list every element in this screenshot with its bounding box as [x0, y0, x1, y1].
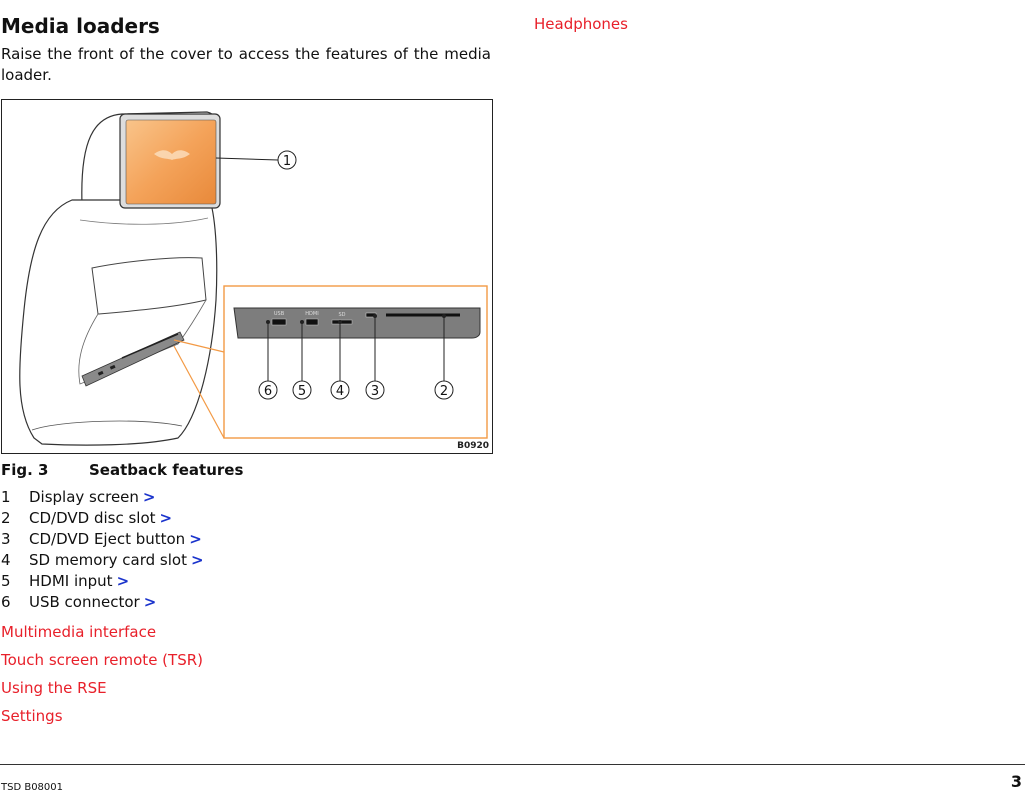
eject-button-arrow-link[interactable]: > [189, 530, 202, 548]
feature-list [1, 487, 204, 613]
list-item [1, 529, 204, 550]
page-number: 3 [1010, 772, 1022, 791]
list-item-label: HDMI input [29, 572, 113, 590]
link-settings[interactable]: Settings [1, 707, 63, 725]
list-item-label: CD/DVD disc slot [29, 509, 156, 527]
footer-divider [0, 764, 1025, 765]
seat-back [20, 200, 217, 445]
figure-title: Seatback features [89, 461, 244, 479]
link-using-the-rse[interactable]: Using the RSE [1, 679, 107, 697]
list-item-number: 1 [1, 488, 11, 506]
display-screen-arrow-link[interactable]: > [142, 488, 156, 506]
display-screen [126, 120, 216, 204]
list-item-number: 5 [1, 572, 11, 590]
list-item-label: Display screen [29, 488, 139, 506]
related-links [1, 618, 203, 730]
list-item-number: 4 [1, 551, 11, 569]
list-item [1, 550, 204, 571]
list-item [1, 508, 204, 529]
page-title: Media loaders [1, 14, 160, 38]
link-touch-screen-remote[interactable]: Touch screen remote (TSR) [1, 651, 203, 669]
list-item-label: USB connector [29, 593, 140, 611]
callout-6: 6 [263, 384, 273, 399]
list-item-number: 6 [1, 593, 11, 611]
figure-number: Fig. 3 [1, 461, 49, 479]
figure-caption [1, 461, 243, 479]
link-multimedia-interface[interactable]: Multimedia interface [1, 623, 157, 641]
port-label-usb: USB [273, 311, 285, 317]
list-item [1, 571, 204, 592]
list-item [1, 592, 204, 613]
callout-4: 4 [335, 384, 345, 399]
document-id: TSD B08001 [1, 782, 64, 792]
usb-port [272, 319, 286, 325]
port-label-hdmi: HDMI [305, 311, 319, 317]
usb-connector-arrow-link[interactable]: > [143, 593, 157, 611]
sd-card-arrow-link[interactable]: > [190, 551, 204, 569]
media-loader-detail [234, 308, 480, 338]
callout-3: 3 [370, 384, 380, 399]
list-item-label: SD memory card slot [29, 551, 187, 569]
link-headphones[interactable]: Headphones [534, 15, 628, 33]
hdmi-input-arrow-link[interactable]: > [116, 572, 130, 590]
list-item [1, 487, 204, 508]
list-item-label: CD/DVD Eject button [29, 530, 186, 548]
disc-slot-arrow-link[interactable]: > [159, 509, 173, 527]
callout-2: 2 [439, 384, 449, 399]
figure-code: B0920 [457, 441, 489, 451]
port-label-sd: SD [338, 312, 346, 318]
callout-1: 1 [282, 154, 292, 169]
callout-5: 5 [297, 384, 307, 399]
seatback-figure [1, 99, 493, 454]
intro-paragraph: Raise the front of the cover to access the features of the media loader. [1, 45, 491, 84]
list-item-number: 2 [1, 509, 11, 527]
hdmi-port [306, 319, 318, 325]
seatback-illustration [2, 100, 493, 454]
list-item-number: 3 [1, 530, 11, 548]
